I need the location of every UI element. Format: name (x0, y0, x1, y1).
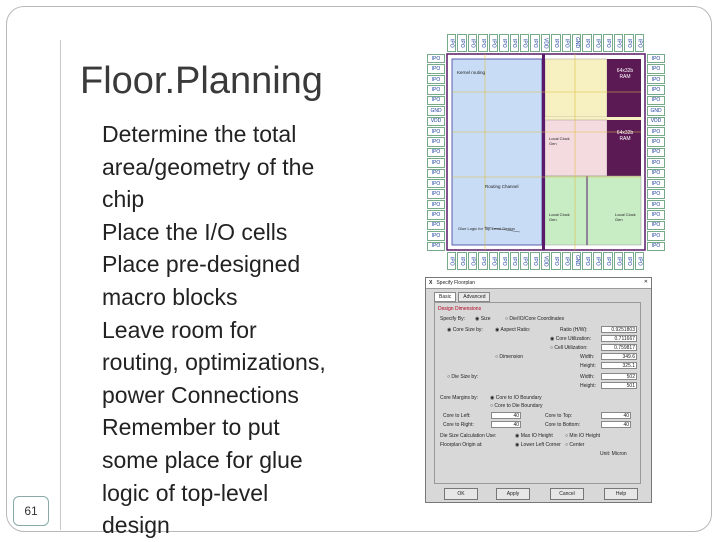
dialog-title: Specify Floorplan (436, 280, 475, 286)
io-pad: IPO (510, 252, 519, 270)
floorplan-image (425, 32, 665, 272)
io-pad: IPO (457, 34, 466, 52)
bullet-line: design (102, 512, 170, 539)
bullet-1 (84, 118, 414, 216)
io-pad: IPO (447, 34, 456, 52)
io-pad: IPO (562, 34, 571, 52)
left-rule (60, 40, 61, 530)
pink-region (545, 120, 607, 176)
bullet-line: area/geometry of the (102, 153, 315, 180)
io-pad: GND (427, 106, 445, 115)
specify-floorplan-dialog (425, 277, 652, 503)
size-radio[interactable]: ◉ Size (475, 316, 491, 322)
max-io-height-radio[interactable]: ◉ Max IO Height (515, 433, 553, 439)
core-right-label: Core to Right: (443, 422, 474, 428)
dialog-tabs (434, 292, 490, 302)
ram-top-label: 64x32b RAM (616, 68, 634, 80)
bullet-line: chip (102, 186, 145, 213)
io-pad: IPO (427, 75, 445, 84)
tab-advanced[interactable]: Advanced (458, 292, 490, 302)
bullet-line: routing, optimizations, (102, 349, 326, 376)
io-pad: IPO (489, 252, 498, 270)
io-pad: IPO (593, 34, 602, 52)
io-pad: IPO (478, 252, 487, 270)
io-pad: IPO (551, 252, 560, 270)
io-pad: IPO (647, 221, 665, 230)
kernel-label: Kernel routing (457, 70, 486, 75)
die-io-core-radio[interactable]: ○ Die/IO/Core Coordinates (505, 316, 565, 322)
local-clock-label: Local Clock Gen (549, 136, 570, 146)
core-util-field[interactable]: 0.711667 (601, 335, 637, 342)
yellow-region (545, 59, 607, 117)
io-pad: IPO (647, 96, 665, 105)
core-to-io-radio[interactable]: ◉ Core to IO Boundary (490, 395, 542, 401)
io-pad: IPO (427, 221, 445, 230)
io-pad: IPO (427, 127, 445, 136)
io-pad: IPO (647, 127, 665, 136)
core-height-field[interactable]: 325.1 (601, 362, 637, 369)
ram-mid-label: 64x32b RAM (616, 130, 634, 142)
io-pad: IPO (614, 34, 623, 52)
glue-logic-label: Glue Logic for Top-Level Design (458, 226, 515, 231)
apply-button[interactable]: Apply (496, 488, 530, 500)
io-pad: IPO (499, 252, 508, 270)
core-height-label: Height: (580, 363, 596, 369)
bullet-line: some place for glue (102, 446, 303, 473)
ok-button[interactable]: OK (444, 488, 478, 500)
io-pad: IPO (647, 231, 665, 240)
bullet-2 (84, 216, 414, 314)
cell-util-radio[interactable]: ○ Cell Utilization: (550, 345, 588, 351)
aspect-ratio-radio[interactable]: ◉ Aspect Ratio: (495, 327, 531, 333)
cell-util-field[interactable]: 0.759817 (601, 344, 637, 351)
core-width-label: Width: (580, 354, 595, 360)
io-pad: IPO (457, 252, 466, 270)
io-pad: IPO (603, 34, 612, 52)
dialog-body (434, 302, 641, 484)
io-pad: IPO (582, 34, 591, 52)
io-pad: IPO (427, 64, 445, 73)
die-size-calc-label: Die Size Calculation Use: (440, 433, 497, 439)
x-logo-icon: X (429, 280, 433, 286)
bullet-list (84, 118, 414, 542)
io-pad: IPO (468, 34, 477, 52)
die-size-by-radio[interactable]: ○ Die Size by: (447, 374, 479, 380)
die-width-label: Width: (580, 374, 595, 380)
io-pad: IPO (447, 252, 456, 270)
io-pad: IPO (624, 252, 633, 270)
bullet-line: Place pre-designed (102, 251, 301, 278)
io-pad: IPO (647, 64, 665, 73)
io-pad: IPO (427, 200, 445, 209)
io-pad: IPO (427, 179, 445, 188)
io-pad: IPO (427, 210, 445, 219)
io-pad: IPO (510, 34, 519, 52)
io-pad: IPO (427, 54, 445, 63)
misc-clock-label: Local Clock Gen (615, 212, 636, 222)
io-pad: IPO (647, 137, 665, 146)
core-margins-label: Core Margins by: (440, 395, 479, 401)
bullet-line: Remember to put (102, 414, 280, 441)
io-pad: GND (572, 252, 581, 270)
bullet-3 (84, 314, 414, 412)
io-pad: GND (572, 34, 581, 52)
io-pad: IPO (647, 158, 665, 167)
cancel-button[interactable]: Cancel (550, 488, 584, 500)
core-to-die-radio[interactable]: ○ Core to Die Boundary (490, 403, 543, 409)
io-pad: IPO (427, 137, 445, 146)
core-size-by-radio[interactable]: ◉ Core Size by: (447, 327, 483, 333)
core-top-field[interactable]: 40 (601, 412, 631, 419)
io-pad: IPO (647, 85, 665, 94)
io-pad: IPO (647, 189, 665, 198)
core-bottom-label: Core to Bottom: (545, 422, 581, 428)
io-pad: IPO (647, 148, 665, 157)
bullet-line: logic of top-level (102, 479, 269, 506)
bullet-4 (84, 411, 414, 541)
io-pad: IPO (427, 158, 445, 167)
io-pad: IPO (562, 252, 571, 270)
ratio-field[interactable]: 0.9251803 (601, 326, 637, 333)
io-pad: IPO (427, 231, 445, 240)
core-top-label: Core to Top: (545, 413, 573, 419)
io-pad: IPO (427, 96, 445, 105)
lower-left-radio[interactable]: ◉ Lower Left Corner (515, 442, 561, 448)
io-pad: IPO (427, 148, 445, 157)
ram-block-mid (607, 120, 641, 176)
io-pad: IPO (647, 179, 665, 188)
io-pad: IPO (647, 169, 665, 178)
io-pad: VDD (427, 117, 445, 126)
io-pad: VDD (541, 34, 550, 52)
io-pad: IPO (427, 169, 445, 178)
io-pad: IPO (635, 252, 644, 270)
io-pad: IPO (647, 75, 665, 84)
core-width-field[interactable]: 349.6 (601, 353, 637, 360)
io-pad: IPO (427, 189, 445, 198)
die-width-field[interactable]: 502 (601, 373, 637, 380)
io-pad: IPO (647, 54, 665, 63)
io-pad: IPO (551, 34, 560, 52)
io-pad: IPO (499, 34, 508, 52)
io-pad: IPO (530, 252, 539, 270)
slide-title: Floor.Planning (80, 60, 323, 102)
help-button[interactable]: Help (604, 488, 638, 500)
io-pad: IPO (603, 252, 612, 270)
section-title: Design Dimensions (438, 306, 482, 312)
dialog-titlebar (426, 278, 651, 289)
kernel-region (452, 59, 542, 245)
tab-basic[interactable]: Basic (434, 292, 456, 302)
io-pad: IPO (468, 252, 477, 270)
io-pad: IPO (647, 210, 665, 219)
io-pad: IPO (647, 200, 665, 209)
bullet-line: Leave room for (102, 316, 257, 343)
core-bottom-field[interactable]: 40 (601, 421, 631, 428)
io-pad: VDD (541, 252, 550, 270)
floorplan-origin-label: Floorplan Origin at: (440, 442, 483, 448)
io-pad: IPO (489, 34, 498, 52)
close-icon[interactable]: ✕ (643, 279, 648, 285)
io-pad: IPO (427, 85, 445, 94)
core-util-radio[interactable]: ◉ Core Utilization: (550, 336, 592, 342)
center-radio[interactable]: ○ Center (565, 442, 585, 448)
io-pad: IPO (614, 252, 623, 270)
io-pad: GND (647, 106, 665, 115)
routing-channel-label: Routing Channel (485, 184, 519, 189)
bullet-line: macro blocks (102, 283, 238, 310)
min-io-height-radio[interactable]: ○ Min IO Height (565, 433, 600, 439)
io-pad: IPO (520, 252, 529, 270)
bullet-line: Determine the total (102, 121, 297, 147)
io-pad: VDD (647, 117, 665, 126)
io-pad: IPO (647, 242, 665, 251)
io-pad: IPO (582, 252, 591, 270)
io-pad: IPO (624, 34, 633, 52)
io-pad: IPO (520, 34, 529, 52)
ratio-label: Ratio (H/W): (560, 327, 588, 333)
io-pad: IPO (427, 242, 445, 251)
specify-by-label: Specify By: (440, 316, 466, 322)
bullet-line: power Connections (102, 381, 299, 408)
io-pad: IPO (478, 34, 487, 52)
green-region (545, 176, 641, 245)
unit-label: Unit: Micron (600, 451, 627, 457)
core-left-field[interactable]: 40 (491, 412, 521, 419)
page-number: 61 (13, 496, 49, 526)
io-pad: IPO (593, 252, 602, 270)
die-height-label: Height: (580, 383, 596, 389)
core-right-field[interactable]: 40 (491, 421, 521, 428)
io-pad: IPO (635, 34, 644, 52)
bullet-line: Place the I/O cells (102, 218, 288, 245)
dimension-radio[interactable]: ○ Dimension (495, 354, 524, 360)
core-left-label: Core to Left: (443, 413, 471, 419)
die-height-field[interactable]: 501 (601, 382, 637, 389)
io-pad: IPO (530, 34, 539, 52)
clock-gen-label: Local Clock Gen (549, 212, 570, 222)
